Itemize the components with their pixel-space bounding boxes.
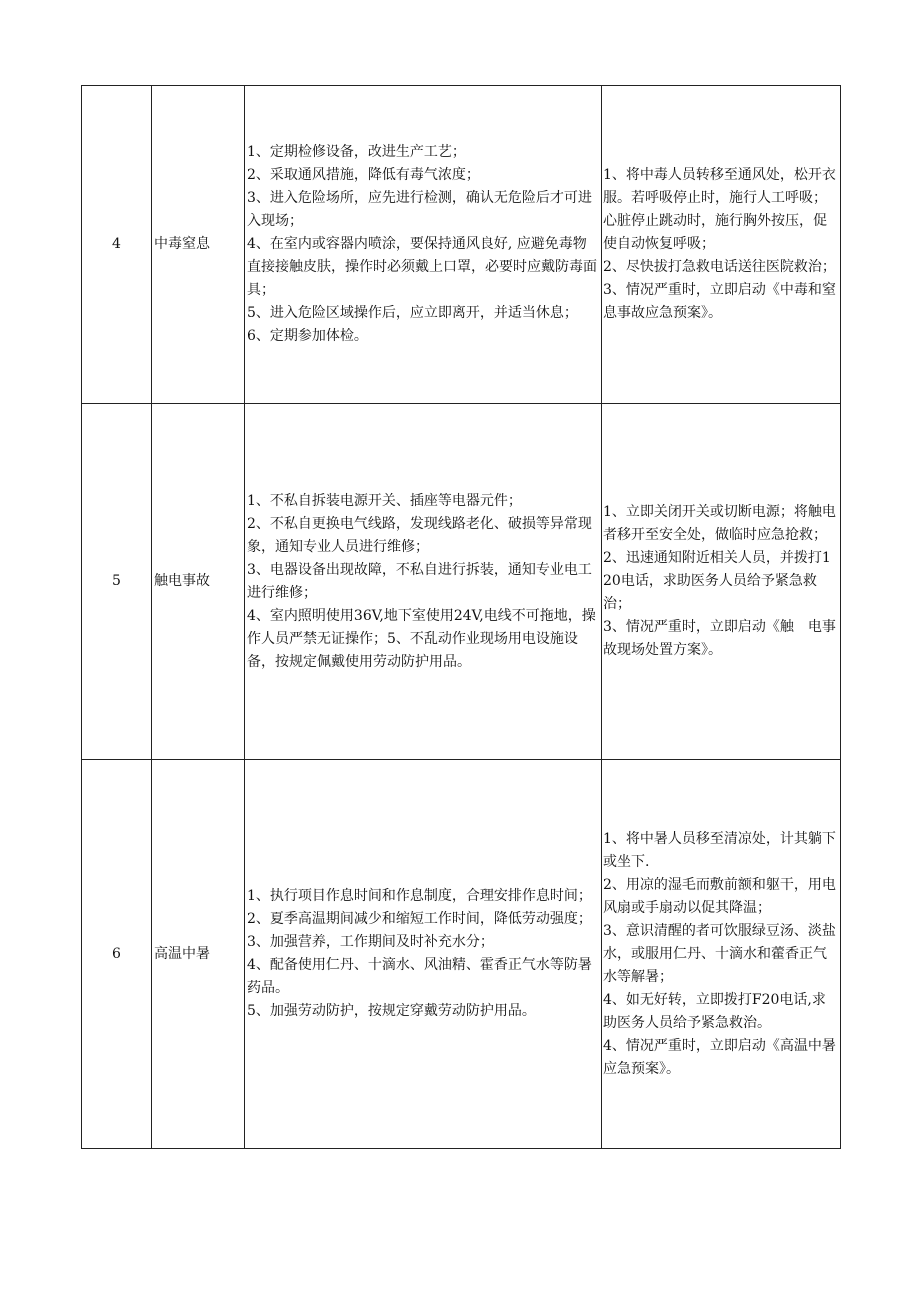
response-item: 2、用凉的湿毛而敷前额和躯干，用电风扇或手扇动以促其降温； bbox=[603, 876, 836, 916]
hazard-name: 中毒窒息 bbox=[152, 86, 245, 404]
response-item: 1、将中暑人员移至清凉处，计其躺下或坐下. bbox=[603, 830, 836, 870]
measure-item: 3、加强营养，工作期间及时补充水分； bbox=[247, 934, 494, 950]
response-item: 1、将中毒人员转移至通风处，松开衣服。若呼吸停止时，施行人工呼吸；心脏停止跳动时，施行胸外按压，促使自动恢复呼吸； bbox=[603, 167, 836, 252]
measure-item: 1、不私自拆装电源开关、插座等电器元件； bbox=[247, 492, 522, 509]
measure-item: 2、夏季高温期间减少和缩短工作时间，降低劳动强度； bbox=[247, 911, 592, 927]
measure-item: 3、电器设备出现故障，不私自进行拆装，通知专业电工进行维修； bbox=[247, 561, 592, 601]
preventive-measures bbox=[245, 404, 602, 760]
measure-item: 1、定期检修设备，改进生产工艺； bbox=[247, 144, 466, 160]
preventive-measures bbox=[245, 760, 602, 1149]
measure-item: 6、定期参加体检。 bbox=[247, 328, 368, 344]
measure-item: 4、室内照明使用36V,地下室使用24V,电线不可拖地，操作人员严禁无证操作；5、不乱动作业现场用电设施设备，按规定佩戴使用劳动防护用品。 bbox=[247, 607, 596, 670]
measure-item: 1、执行项目作息时间和作息制度，合理安排作息时间； bbox=[247, 888, 592, 904]
measure-item: 2、采取通风措施，降低有毒气浓度； bbox=[247, 167, 480, 183]
row-number: 4 bbox=[82, 86, 152, 404]
emergency-response bbox=[602, 760, 841, 1149]
response-item: 2、迅速通知附近相关人员，并拨打120电话，求助医务人员给予紧急救治； bbox=[603, 550, 831, 612]
row-number: 5 bbox=[82, 404, 152, 760]
response-item: 3、情况严重时，立即启动《中毒和窒息事故应急预案》。 bbox=[603, 282, 836, 321]
measure-item: 3、进入危险场所，应先进行检测，确认无危险后才可进入现场； bbox=[247, 190, 592, 229]
response-item: 1、立即关闭开关或切断电源；将触电者移开至安全处，做临时应急抢救； bbox=[603, 504, 836, 543]
measure-item: 4、配备使用仁丹、十滴水、风油精、霍香正气水等防暑药品。 bbox=[247, 957, 592, 996]
hazard-name: 高温中暑 bbox=[152, 760, 245, 1149]
emergency-response bbox=[602, 404, 841, 760]
emergency-response bbox=[602, 86, 841, 404]
response-item: 4、如无好转，立即拨打F20电话,求助医务人员给予紧急救治。 bbox=[603, 991, 826, 1031]
hazard-name: 触电事故 bbox=[152, 404, 245, 760]
table-row bbox=[82, 86, 841, 404]
hazard-response-table bbox=[81, 85, 841, 1149]
measure-item: 5、加强劳动防护，按规定穿戴劳动防护用品。 bbox=[247, 1003, 536, 1019]
response-item: 3、情况严重时，立即启动《触 电事故现场处置方案》。 bbox=[603, 619, 836, 658]
response-item: 3、意识清醒的者可饮服绿豆汤、淡盐水，或服用仁丹、十滴水和藿香正气水等解暑； bbox=[603, 922, 836, 985]
row-number: 6 bbox=[82, 760, 152, 1149]
table-row bbox=[82, 404, 841, 760]
measure-item: 5、进入危险区域操作后，应立即离开，并适当休息； bbox=[247, 305, 578, 321]
response-item: 2、尽快拔打急救电话送往医院救治； bbox=[603, 259, 836, 275]
measure-item: 4、在室内或容器内喷涂，要保持通风良好, 应避免毒物直接接触皮肤，操作时必须戴上口罩，必要时应戴防毒面具； bbox=[247, 236, 597, 298]
table-row bbox=[82, 760, 841, 1149]
preventive-measures bbox=[245, 86, 602, 404]
measure-item: 2、不私自更换电气线路，发现线路老化、破损等异常现象，通知专业人员进行维修； bbox=[247, 515, 592, 555]
response-item: 4、情况严重时，立即启动《高温中暑应急预案》。 bbox=[603, 1037, 836, 1077]
